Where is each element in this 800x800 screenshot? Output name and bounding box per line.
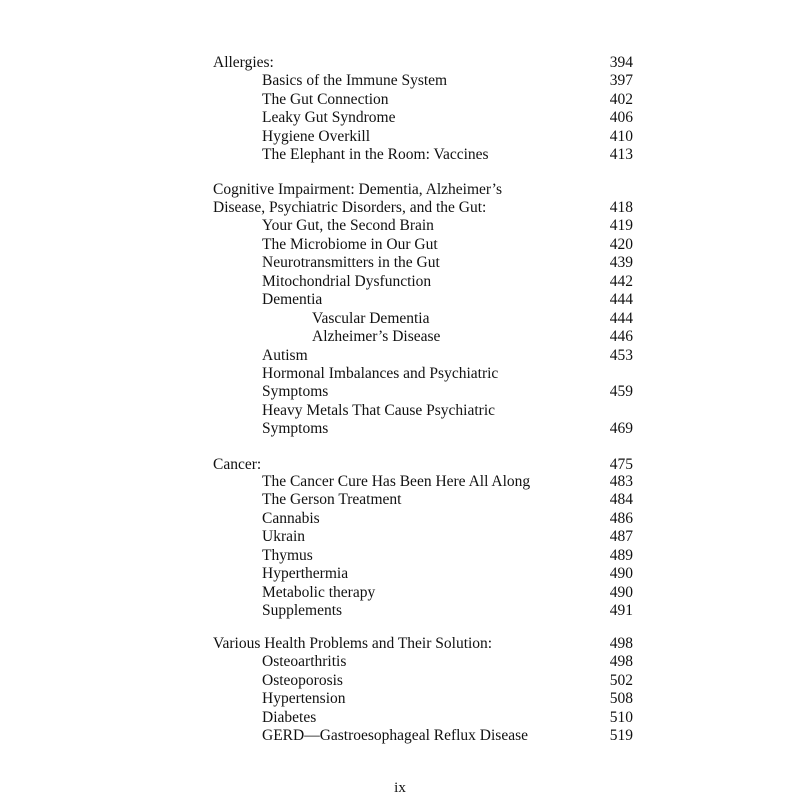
toc-entry-title: The Elephant in the Room: Vaccines [262, 146, 489, 163]
toc-entry-page: 483 [609, 473, 633, 490]
toc-entry-title: Cancer: [213, 456, 262, 473]
toc-entry [213, 709, 633, 727]
toc-entry-page: 444 [609, 291, 633, 308]
toc-entry-page: 484 [609, 491, 633, 508]
toc-entry-title: Allergies: [213, 54, 274, 71]
toc-entry-title: Autism [262, 347, 308, 364]
toc-entry-page: 510 [609, 709, 633, 726]
toc-entry-page: 519 [609, 727, 633, 744]
page-number: ix [394, 780, 406, 796]
toc-entry [213, 565, 633, 583]
toc-entry-title: Cannabis [262, 510, 320, 527]
toc-entry-title: Your Gut, the Second Brain [262, 217, 434, 234]
toc-entry-title: Diabetes [262, 709, 317, 726]
toc-entry-page: 498 [609, 635, 633, 652]
toc-entry-title: Disease, Psychiatric Disorders, and the Gut: [213, 199, 487, 216]
toc-entry-page: 439 [609, 254, 633, 271]
toc-entry [213, 128, 633, 146]
toc-entry [213, 510, 633, 528]
toc-entry [213, 602, 633, 620]
toc-entry [213, 383, 633, 401]
toc-entry-page: 406 [609, 109, 633, 126]
toc-entry-page: 410 [609, 128, 633, 145]
toc-entry-title: The Microbiome in Our Gut [262, 236, 438, 253]
toc-entry-title: Heavy Metals That Cause Psychiatric [262, 402, 496, 419]
toc-entry [213, 635, 633, 653]
toc-entry-title: Hormonal Imbalances and Psychiatric [262, 365, 499, 382]
toc-entry [213, 91, 633, 109]
toc-entry-title: Supplements [262, 602, 343, 619]
toc-entry [213, 310, 633, 328]
toc-entry-page: 442 [609, 273, 633, 290]
toc-entry [213, 727, 633, 745]
toc-entry [213, 584, 633, 602]
toc-entry-page: 453 [609, 347, 633, 364]
toc-entry [213, 547, 633, 565]
toc-entry-title: Leaky Gut Syndrome [262, 109, 396, 126]
toc-entry [213, 473, 633, 491]
toc-entry-page: 413 [609, 146, 633, 163]
toc-entry-title: Hypertension [262, 690, 346, 707]
toc-entry [213, 672, 633, 690]
toc-entry-title: The Cancer Cure Has Been Here All Along [262, 473, 531, 490]
toc-entry [213, 347, 633, 365]
toc-entry-page: 502 [609, 672, 633, 689]
toc-entry-page: 397 [609, 72, 633, 89]
toc-entry [213, 181, 633, 199]
toc-entry-page: 508 [609, 690, 633, 707]
toc-entry-page: 444 [609, 310, 633, 327]
toc-entry-title: Osteoporosis [262, 672, 343, 689]
toc-entry-page: 487 [609, 528, 633, 545]
toc-entry-title: Symptoms [262, 383, 329, 400]
toc-entry [213, 365, 633, 383]
toc-entry-title: GERD—Gastroesophageal Reflux Disease [262, 727, 529, 744]
toc-entry-page: 491 [609, 602, 633, 619]
toc-entry [213, 456, 633, 474]
toc-entry-title: Vascular Dementia [312, 310, 430, 327]
toc-entry-title: Neurotransmitters in the Gut [262, 254, 440, 271]
toc-entry-title: The Gut Connection [262, 91, 389, 108]
toc-entry-title: Hygiene Overkill [262, 128, 371, 145]
toc-entry [213, 109, 633, 127]
toc-entry-title: Osteoarthritis [262, 653, 347, 670]
toc-entry-page: 446 [609, 328, 633, 345]
toc-entry-page: 418 [609, 199, 633, 216]
toc-entry-page: 469 [609, 420, 633, 437]
toc-entry-title: The Gerson Treatment [262, 491, 402, 508]
toc-entry [213, 254, 633, 272]
toc-entry-title: Thymus [262, 547, 313, 564]
toc-entry-title: Alzheimer’s Disease [312, 328, 441, 345]
toc-entry [213, 690, 633, 708]
toc-entry [213, 199, 633, 217]
toc-entry-title: Ukrain [262, 528, 306, 545]
toc-entry [213, 328, 633, 346]
toc-entry-page: 490 [609, 565, 633, 582]
toc-entry-page: 490 [609, 584, 633, 601]
toc-entry-page: 498 [609, 653, 633, 670]
toc-entry-page: 420 [609, 236, 633, 253]
toc-entry [213, 491, 633, 509]
toc-entry [213, 146, 633, 164]
toc-entry-page: 475 [609, 456, 633, 473]
toc-entry-page: 489 [609, 547, 633, 564]
toc-entry [213, 291, 633, 309]
toc-entry-title: Symptoms [262, 420, 329, 437]
toc-entry-page: 459 [609, 383, 633, 400]
toc-entry-title: Various Health Problems and Their Solution: [213, 635, 493, 652]
toc-entry-page: 402 [609, 91, 633, 108]
toc-entry-page: 486 [609, 510, 633, 527]
toc-entry-title: Basics of the Immune System [262, 72, 448, 89]
toc-entry-page: 419 [609, 217, 633, 234]
toc-entry-title: Metabolic therapy [262, 584, 376, 601]
toc-entry [213, 72, 633, 90]
toc-entry [213, 528, 633, 546]
toc-entry [213, 54, 633, 72]
toc-entry-title: Dementia [262, 291, 323, 308]
toc-entry-title: Cognitive Impairment: Dementia, Alzheimer’s [213, 181, 502, 198]
toc-entry [213, 420, 633, 438]
toc-entry [213, 653, 633, 671]
toc-entry-page: 394 [609, 54, 633, 71]
toc-entry-title: Hyperthermia [262, 565, 349, 582]
toc-entry [213, 273, 633, 291]
toc-entry [213, 217, 633, 235]
toc-entry [213, 236, 633, 254]
toc-entry [213, 402, 633, 420]
toc-entry-title: Mitochondrial Dysfunction [262, 273, 432, 290]
